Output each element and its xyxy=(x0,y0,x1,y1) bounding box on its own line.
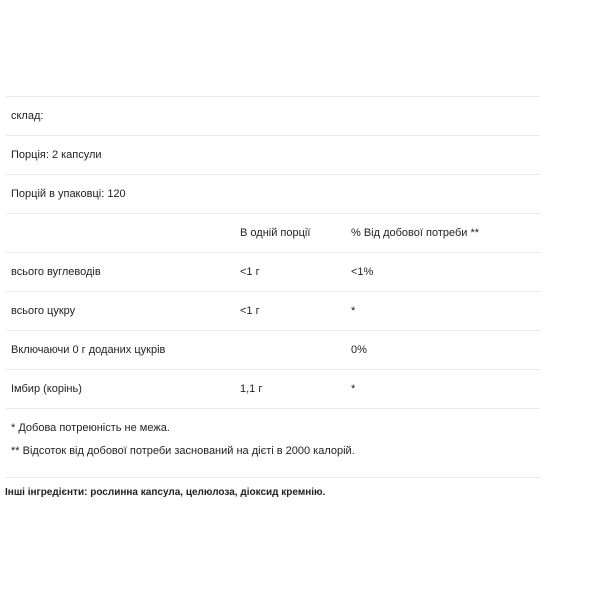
nutrient-daily-value: * xyxy=(351,305,356,317)
serving-size-row xyxy=(6,135,540,174)
nutrient-daily-value: 0% xyxy=(351,344,367,356)
supplement-facts-panel xyxy=(6,96,540,498)
composition-label: склад: xyxy=(11,110,44,122)
table-row xyxy=(6,252,540,291)
table-row xyxy=(6,369,540,408)
nutrient-daily-value: * xyxy=(351,383,356,395)
other-ingredients: Інші інгредієнти: рослинна капсула, целюлоза, діоксид кремнію. xyxy=(5,477,540,498)
nutrient-amount: <1 г xyxy=(240,266,260,278)
nutrient-daily-value: <1% xyxy=(351,266,374,278)
nutrient-name: всього вуглеводів xyxy=(11,266,101,278)
footnote-percent-daily-value: ** Відсоток від добової потреби заснований на дієті в 2000 калорій. xyxy=(11,445,355,457)
composition-row xyxy=(6,96,540,135)
table-row xyxy=(6,330,540,369)
daily-value-header: % Від добової потреби ** xyxy=(351,227,480,239)
servings-per-container: Порцій в упаковці: 120 xyxy=(11,188,126,200)
nutrient-name: Імбир (корінь) xyxy=(11,383,82,395)
table-header-row xyxy=(6,213,540,252)
nutrient-name: всього цукру xyxy=(11,305,76,317)
table-row xyxy=(6,291,540,330)
footnotes xyxy=(6,408,540,477)
nutrient-name: Включаючи 0 г доданих цукрів xyxy=(11,344,166,356)
nutrient-amount: <1 г xyxy=(240,305,260,317)
footnote-daily-value-not-established: * Добова потреюність не межа. xyxy=(11,422,170,434)
serving-size: Порція: 2 капсули xyxy=(11,149,102,161)
per-serving-header: В одній порції xyxy=(240,227,311,239)
servings-per-container-row xyxy=(6,174,540,213)
nutrient-amount: 1,1 г xyxy=(240,383,263,395)
